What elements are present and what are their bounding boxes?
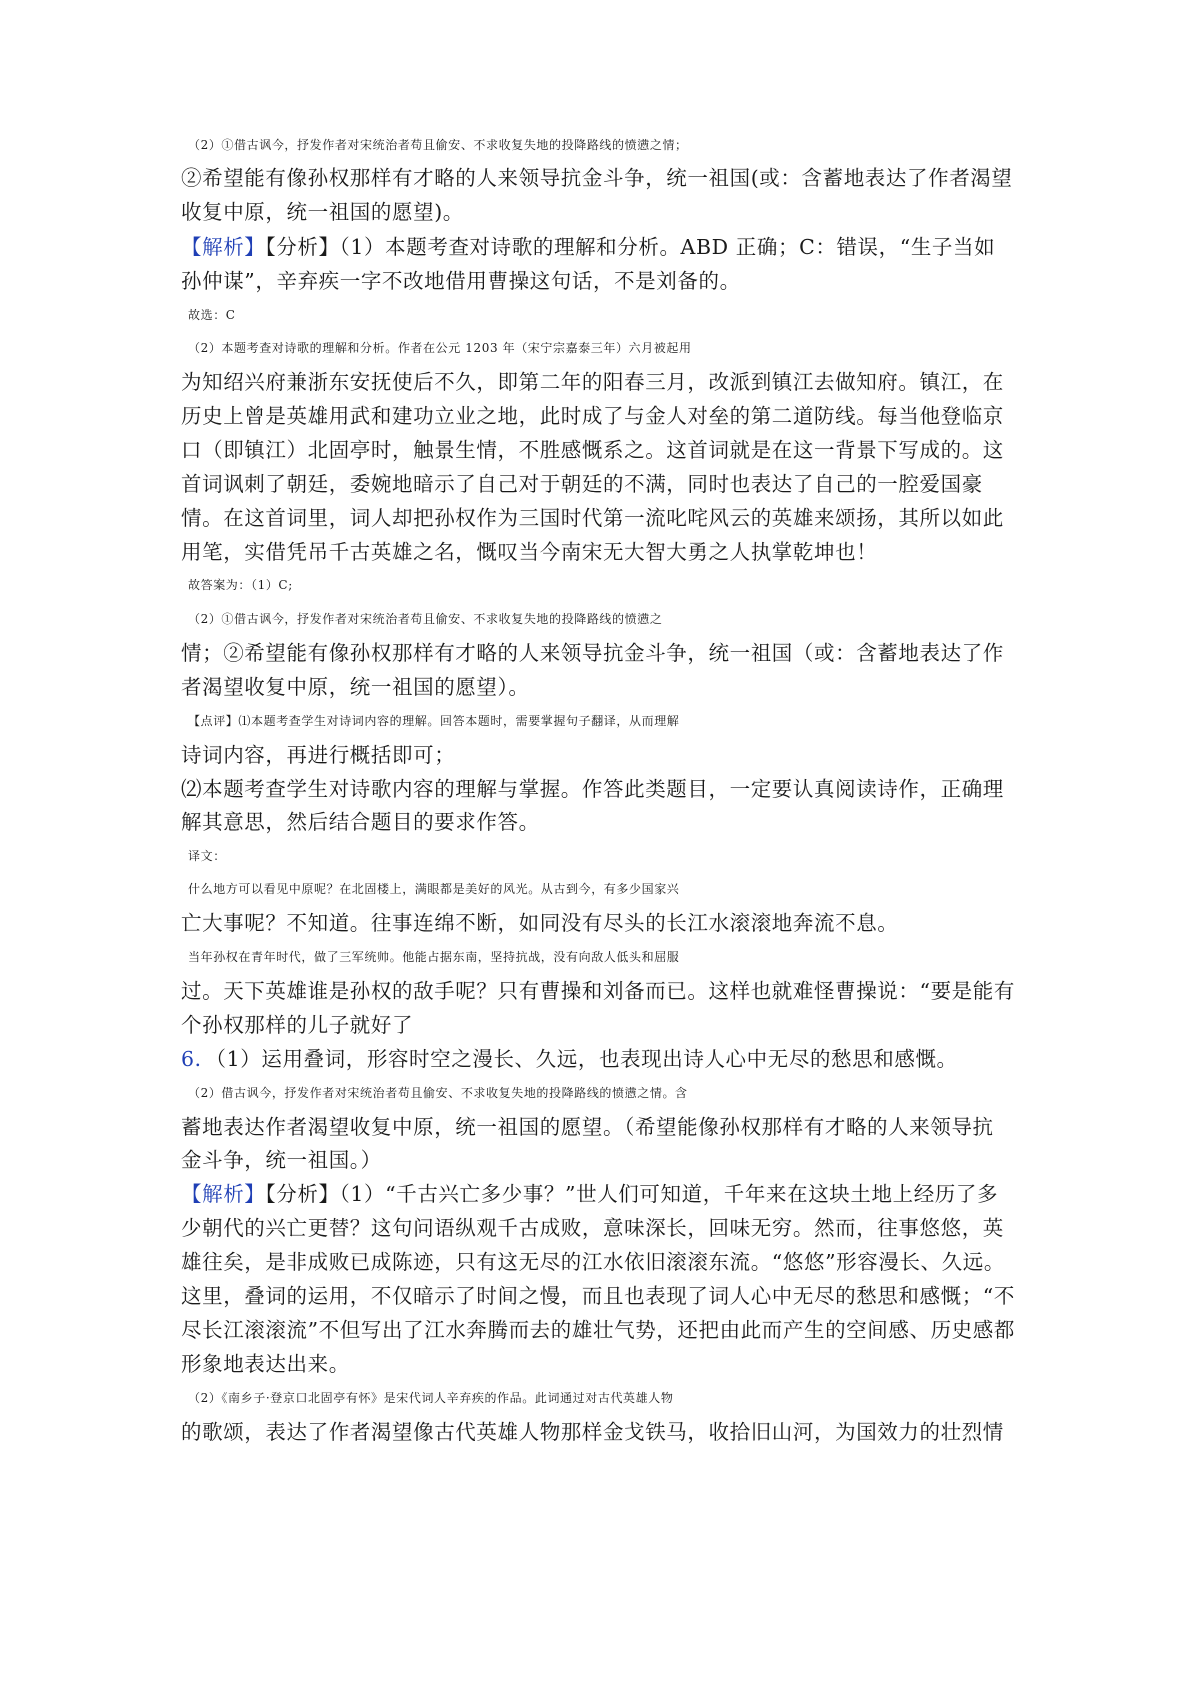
text-line: （2）①借古讽今，抒发作者对宋统治者苟且偷安、不求收复失地的投降路线的愤懑之情； [188, 138, 688, 152]
text-line: 历史上曾是英雄用武和建功立业之地，此时成了与金人对垒的第二道防线。每当他登临京 [181, 404, 1004, 428]
text-line: 过。天下英雄谁是孙权的敌手呢？只有曹操和刘备而已。这样也就难怪曹操说：“要是能有 [181, 979, 1015, 1003]
text-line: 情。在这首词里，词人却把孙权作为三国时代第一流叱咤风云的英雄来颂扬，其所以如此 [181, 506, 1004, 530]
text-line: 故答案为：（1）C; [188, 578, 293, 592]
text-line: 解其意思，然后结合题目的要求作答。 [181, 810, 540, 834]
text-line: 6．（1）运用叠词，形容时空之漫长、久远，也表现出诗人心中无尽的愁思和感慨。 [181, 1047, 958, 1071]
text-line: （2）《南乡子·登京口北固亭有怀》是宋代词人辛弃疾的作品。此词通过对古代英雄人物 [188, 1391, 674, 1405]
text-line: 金斗争，统一祖国。） [181, 1148, 382, 1172]
text-line: 故选：C [188, 308, 236, 322]
text-line: 少朝代的兴亡更替？这句问语纵观千古成败，意味深长，回味无穷。然而，往事悠悠，英 [181, 1216, 1004, 1240]
analysis-label: 【解析】 [181, 235, 266, 259]
text-line: （2）借古讽今，抒发作者对宋统治者苟且偷安、不求收复失地的投降路线的愤懑之情。含 [188, 1086, 688, 1100]
text-line: 蓄地表达作者渴望收复中原，统一祖国的愿望。（希望能像孙权那样有才略的人来领导抗 [181, 1115, 994, 1139]
text-line: 形象地表达出来。 [181, 1352, 350, 1376]
text-line: （2）①借古讽今，抒发作者对宋统治者苟且偷安、不求收复失地的投降路线的愤懑之 [188, 612, 663, 626]
analysis-label: 【解析】 [181, 1182, 266, 1206]
text-line: 【解析】【分析】（1）“千古兴亡多少事？”世人们可知道，千年来在这块土地上经历了多 [181, 1182, 999, 1206]
text-line: 译文： [188, 849, 226, 863]
text-line: 雄往矣，是非成败已成陈迹，只有这无尽的江水依旧滚滚东流。“悠悠”形容漫长、久远。 [181, 1250, 1005, 1274]
text-line: 【解析】【分析】（1）本题考查对诗歌的理解和分析。ABD 正确；C：错误，“生子当如 [181, 235, 996, 259]
text-line: 诗词内容，再进行概括即可； [181, 743, 456, 767]
text-line: 首词讽刺了朝廷，委婉地暗示了自己对于朝廷的不满，同时也表达了自己的一腔爱国豪 [181, 472, 983, 496]
text-line: 口（即镇江）北固亭时，触景生情，不胜感慨系之。这首词就是在这一背景下写成的。这 [181, 438, 1004, 462]
text-line: （2）本题考查对诗歌的理解和分析。作者在公元 1203 年（宋宁宗嘉泰三年）六月被起用 [188, 341, 692, 355]
text-line: 尽长江滚滚流”不但写出了江水奔腾而去的雄壮气势，还把由此而产生的空间感、历史感都 [181, 1318, 1015, 1342]
question-number: 6． [181, 1047, 216, 1071]
text-line: 【点评】⑴本题考查学生对诗词内容的理解。回答本题时，需要掌握句子翻译，从而理解 [188, 714, 680, 728]
text-line: ②希望能有像孙权那样有才略的人来领导抗金斗争，统一祖国(或：含蓄地表达了作者渴望 [181, 166, 1013, 190]
text-line: 个孙权那样的儿子就好了 [181, 1013, 414, 1037]
text-line: 为知绍兴府兼浙东安抚使后不久，即第二年的阳春三月，改派到镇江去做知府。镇江，在 [181, 370, 1004, 394]
text-line: 情；②希望能有像孙权那样有才略的人来领导抗金斗争，统一祖国（或：含蓄地表达了作 [181, 641, 1004, 665]
text-line: 的歌颂，表达了作者渴望像古代英雄人物那样金戈铁马，收拾旧山河，为国效力的壮烈情 [181, 1420, 1004, 1444]
text-line: 亡大事呢？不知道。往事连绵不断，如同没有尽头的长江水滚滚地奔流不息。 [181, 911, 899, 935]
text-line: 者渴望收复中原，统一祖国的愿望）。 [181, 675, 530, 699]
text-line: ⑵本题考查学生对诗歌内容的理解与掌握。作答此类题目，一定要认真阅读诗作，正确理 [181, 777, 1004, 801]
text-line: 什么地方可以看见中原呢？在北固楼上，满眼都是美好的风光。从古到今，有多少国家兴 [188, 882, 680, 896]
text-line: 用笔，实借凭吊千古英雄之名，慨叹当今南宋无大智大勇之人执掌乾坤也！ [181, 540, 878, 564]
text-line: 这里，叠词的运用，不仅暗示了时间之慢，而且也表现了词人心中无尽的愁思和感慨；“不 [181, 1284, 1015, 1308]
text-line: 当年孙权在青年时代，做了三军统帅。他能占据东南，坚持抗战，没有向敌人低头和屈服 [188, 950, 680, 964]
text-line: 收复中原，统一祖国的愿望)。 [181, 200, 464, 224]
text-line: 孙仲谋”，辛弃疾一字不改地借用曹操这句话，不是刘备的。 [181, 269, 741, 293]
